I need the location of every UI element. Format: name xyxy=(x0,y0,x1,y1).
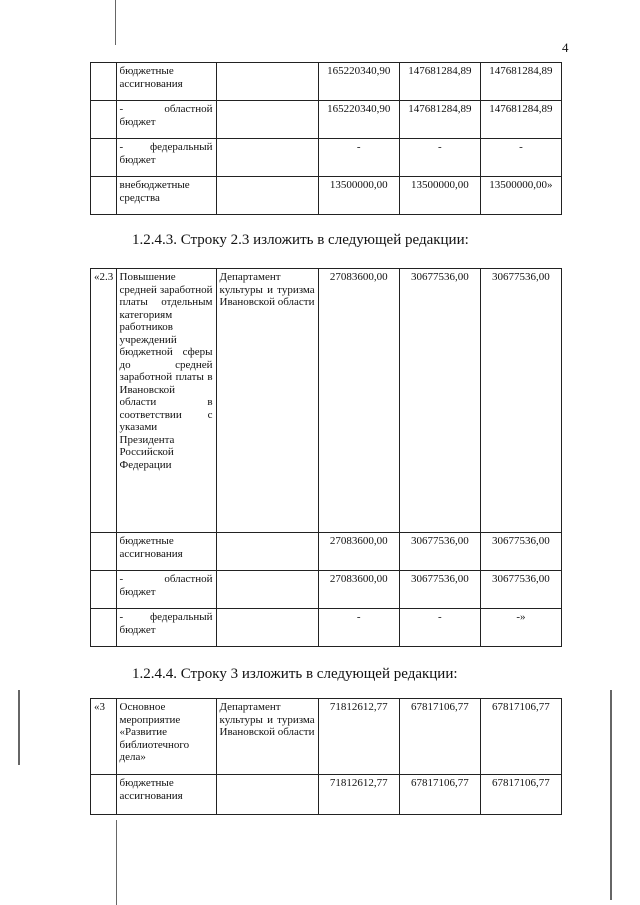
value-cell-1: 13500000,00 xyxy=(318,177,399,215)
scan-artifact-line xyxy=(116,820,117,905)
value-cell-3: 13500000,00» xyxy=(480,177,561,215)
table-row xyxy=(91,63,562,101)
value-cell-3: 30677536,00 xyxy=(480,269,561,533)
table-row xyxy=(91,139,562,177)
value-cell-3: 147681284,89 xyxy=(480,101,561,139)
section-heading-3: 1.2.4.4. Строку 3 изложить в следующей редакции: xyxy=(132,666,458,682)
row-number-cell xyxy=(91,533,117,571)
table-row xyxy=(91,533,562,571)
row-name-cell: - федеральный бюджет xyxy=(116,139,216,177)
budget-table-row-3 xyxy=(90,698,562,815)
table-row xyxy=(91,177,562,215)
value-cell-1: 27083600,00 xyxy=(318,269,399,533)
row-name-cell: бюджетные ассигнования xyxy=(116,63,216,101)
value-cell-3: 67817106,77 xyxy=(480,775,561,815)
row-name-cell: - федеральный бюджет xyxy=(116,609,216,647)
row-number-cell xyxy=(91,775,117,815)
value-cell-2: - xyxy=(399,139,480,177)
value-cell-1: - xyxy=(318,139,399,177)
value-cell-3: 30677536,00 xyxy=(480,533,561,571)
value-cell-2: 30677536,00 xyxy=(399,571,480,609)
value-cell-1: - xyxy=(318,609,399,647)
row-dept-cell xyxy=(216,533,318,571)
row-name-cell: бюджетные ассигнования xyxy=(116,775,216,815)
row-number-cell xyxy=(91,609,117,647)
row-name-cell: Основное мероприятие «Развитие библиотечного дела» xyxy=(116,699,216,775)
value-cell-1: 27083600,00 xyxy=(318,533,399,571)
scan-artifact-line xyxy=(18,690,20,765)
value-cell-3: 67817106,77 xyxy=(480,699,561,775)
row-dept-cell xyxy=(216,609,318,647)
value-cell-2: 67817106,77 xyxy=(399,699,480,775)
value-cell-2: 30677536,00 xyxy=(399,269,480,533)
row-name-cell: Повышение средней заработной платы отдельным категориям работников учреждений бюджетной сферы до средней заработной платы в Ивановской области в соответствии с указами Президента Российской Федерации xyxy=(116,269,216,533)
row-name-cell: - областной бюджет xyxy=(116,101,216,139)
row-dept-cell xyxy=(216,101,318,139)
row-number-cell xyxy=(91,139,117,177)
value-cell-2: 147681284,89 xyxy=(399,101,480,139)
row-name-cell: внебюджетные средства xyxy=(116,177,216,215)
row-dept-cell: Департамент культуры и туризма Ивановской области xyxy=(216,269,318,533)
scan-artifact-line xyxy=(610,690,612,900)
table-row xyxy=(91,609,562,647)
value-cell-2: 30677536,00 xyxy=(399,533,480,571)
row-number-cell: «2.3 xyxy=(91,269,117,533)
table-row xyxy=(91,269,562,533)
value-cell-1: 71812612,77 xyxy=(318,775,399,815)
row-name-cell: бюджетные ассигнования xyxy=(116,533,216,571)
value-cell-2: 13500000,00 xyxy=(399,177,480,215)
row-number-cell xyxy=(91,177,117,215)
table-row xyxy=(91,775,562,815)
value-cell-3: -» xyxy=(480,609,561,647)
row-dept-cell xyxy=(216,139,318,177)
value-cell-1: 165220340,90 xyxy=(318,101,399,139)
value-cell-2: - xyxy=(399,609,480,647)
row-number-cell xyxy=(91,571,117,609)
value-cell-1: 71812612,77 xyxy=(318,699,399,775)
value-cell-2: 67817106,77 xyxy=(399,775,480,815)
value-cell-3: 30677536,00 xyxy=(480,571,561,609)
value-cell-3: - xyxy=(480,139,561,177)
budget-table-row-2-3 xyxy=(90,268,562,647)
row-dept-cell xyxy=(216,775,318,815)
table-row xyxy=(91,101,562,139)
value-cell-3: 147681284,89 xyxy=(480,63,561,101)
budget-table-continuation xyxy=(90,62,562,215)
row-number-cell xyxy=(91,101,117,139)
row-dept-cell: Департамент культуры и туризма Ивановской области xyxy=(216,699,318,775)
value-cell-1: 27083600,00 xyxy=(318,571,399,609)
row-number-cell xyxy=(91,63,117,101)
row-dept-cell xyxy=(216,63,318,101)
value-cell-1: 165220340,90 xyxy=(318,63,399,101)
page-number: 4 xyxy=(562,40,569,55)
section-heading-2-3: 1.2.4.3. Строку 2.3 изложить в следующей редакции: xyxy=(132,232,469,248)
scan-artifact-line xyxy=(115,0,116,45)
row-dept-cell xyxy=(216,571,318,609)
table-row xyxy=(91,571,562,609)
value-cell-2: 147681284,89 xyxy=(399,63,480,101)
row-name-cell: - областной бюджет xyxy=(116,571,216,609)
table-row xyxy=(91,699,562,775)
row-number-cell: «3 xyxy=(91,699,117,775)
row-dept-cell xyxy=(216,177,318,215)
